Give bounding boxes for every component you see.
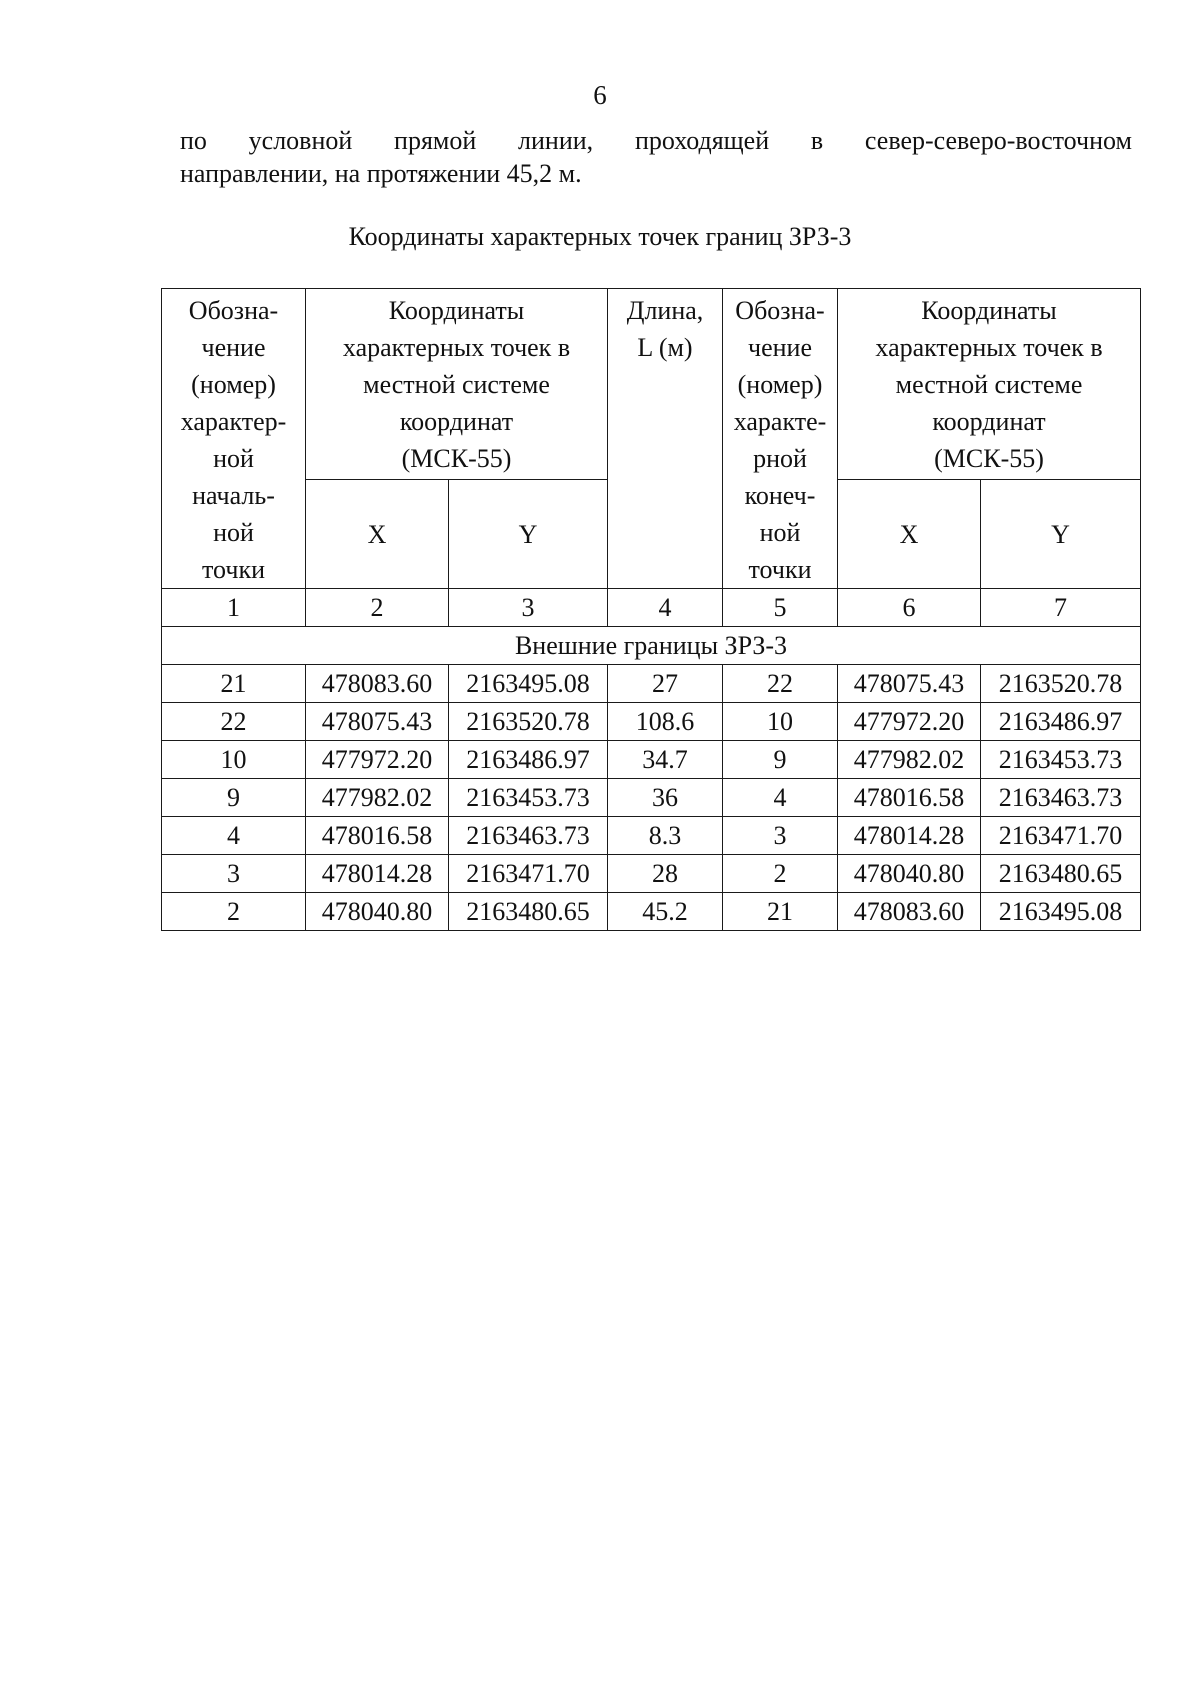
table-row: [162, 855, 1141, 893]
table-cell: 2: [162, 893, 306, 931]
header-line: (номер): [191, 370, 276, 399]
table-cell: 478014.28: [838, 817, 981, 855]
table-cell: 2163463.73: [981, 779, 1141, 817]
table-cell: 2: [723, 855, 838, 893]
header-length: [608, 289, 723, 589]
page-number: 6: [593, 80, 607, 110]
header-line: местной системе: [895, 370, 1083, 399]
table-row: [162, 741, 1141, 779]
table-cell: 22: [723, 665, 838, 703]
intro-word: проходящей: [634, 126, 770, 155]
table-cell: 3: [162, 855, 306, 893]
header-line: Координаты: [388, 296, 525, 325]
header-line: координат: [399, 407, 514, 436]
column-number: 7: [981, 589, 1141, 627]
table-cell: 478075.43: [306, 703, 449, 741]
table-cell: 2163471.70: [449, 855, 608, 893]
table-cell: 10: [162, 741, 306, 779]
table-cell: 2163495.08: [981, 893, 1141, 931]
column-number: 6: [838, 589, 981, 627]
header-line: (МСК-55): [934, 444, 1044, 473]
header-end-point: [723, 289, 838, 589]
table-cell: 2163480.65: [981, 855, 1141, 893]
header-end-x: X: [838, 480, 981, 589]
header-line: точки: [202, 555, 265, 584]
table-cell: 36: [608, 779, 723, 817]
column-number: 5: [723, 589, 838, 627]
table-cell: 27: [608, 665, 723, 703]
header-line: ной: [759, 518, 801, 547]
header-line: характерных точек в: [875, 333, 1103, 362]
header-line: характер-: [180, 407, 287, 436]
table-cell: 2163463.73: [449, 817, 608, 855]
column-number: 2: [306, 589, 449, 627]
header-line: характе-: [733, 407, 827, 436]
table-cell: 478083.60: [838, 893, 981, 931]
table-cell: 9: [162, 779, 306, 817]
table-cell: 4: [723, 779, 838, 817]
table-cell: 2163520.78: [449, 703, 608, 741]
header-line: чение: [748, 333, 812, 362]
header-start-y: Y: [449, 480, 608, 589]
header-start-coordinates: [306, 289, 608, 480]
header-line: конеч-: [744, 481, 816, 510]
intro-word: по: [180, 126, 207, 155]
header-line: характерных точек в: [342, 333, 571, 362]
header-line: Длина,: [626, 296, 704, 325]
table-cell: 2163453.73: [449, 779, 608, 817]
table-cell: 34.7: [608, 741, 723, 779]
header-line: точки: [748, 555, 812, 584]
intro-word: условной: [248, 126, 353, 155]
header-line: (МСК-55): [401, 444, 512, 473]
table-cell: 8.3: [608, 817, 723, 855]
table-cell: 21: [162, 665, 306, 703]
table-cell: 10: [723, 703, 838, 741]
header-line: ной: [213, 444, 254, 473]
header-end-coordinates: [838, 289, 1141, 480]
table-cell: 477982.02: [306, 779, 449, 817]
intro-word: линии,: [518, 126, 594, 155]
column-number-row: [162, 589, 1141, 627]
header-line: ной: [213, 518, 254, 547]
header-line: Обозна-: [735, 296, 825, 325]
column-number: 1: [162, 589, 306, 627]
table-cell: 477972.20: [838, 703, 981, 741]
header-line: L (м): [637, 333, 693, 362]
intro-paragraph: [180, 124, 1132, 190]
table-cell: 2163471.70: [981, 817, 1141, 855]
header-line: началь-: [192, 481, 275, 510]
table-cell: 9: [723, 741, 838, 779]
table-cell: 478016.58: [306, 817, 449, 855]
table-cell: 478040.80: [306, 893, 449, 931]
header-start-x: X: [306, 480, 449, 589]
table-body: [162, 589, 1141, 931]
table-cell: 478040.80: [838, 855, 981, 893]
section-row: [162, 627, 1141, 665]
header-line: Обозна-: [188, 296, 279, 325]
table-cell: 478016.58: [838, 779, 981, 817]
header-line: рной: [753, 444, 807, 473]
header-line: местной системе: [363, 370, 550, 399]
table-cell: 2163453.73: [981, 741, 1141, 779]
table-cell: 3: [723, 817, 838, 855]
table-cell: 108.6: [608, 703, 723, 741]
intro-line-2: направлении, на протяжении 45,2 м.: [180, 159, 582, 188]
intro-line-1: [180, 124, 1132, 157]
table-row: [162, 893, 1141, 931]
table-cell: 22: [162, 703, 306, 741]
column-number: 3: [449, 589, 608, 627]
table-cell: 2163486.97: [981, 703, 1141, 741]
table-row: [162, 779, 1141, 817]
header-line: Координаты: [921, 296, 1057, 325]
table-cell: 2163486.97: [449, 741, 608, 779]
table-cell: 45.2: [608, 893, 723, 931]
intro-word: прямой: [394, 126, 477, 155]
header-end-y: Y: [981, 480, 1141, 589]
table-cell: 2163520.78: [981, 665, 1141, 703]
header-start-point: [162, 289, 306, 589]
section-title: Внешние границы ЗРЗ-3: [162, 627, 1141, 665]
table-cell: 21: [723, 893, 838, 931]
header-line: (номер): [737, 370, 823, 399]
table-cell: 478014.28: [306, 855, 449, 893]
table-cell: 2163480.65: [449, 893, 608, 931]
table-cell: 2163495.08: [449, 665, 608, 703]
table-cell: 4: [162, 817, 306, 855]
table-title: Координаты характерных точек границ ЗРЗ-3: [348, 222, 852, 251]
column-number: 4: [608, 589, 723, 627]
table-cell: 477982.02: [838, 741, 981, 779]
table-row: [162, 817, 1141, 855]
table-row: [162, 665, 1141, 703]
intro-word: в: [810, 126, 824, 155]
table-cell: 478075.43: [838, 665, 981, 703]
table-row: [162, 703, 1141, 741]
intro-word: север-северо-восточном: [864, 126, 1132, 155]
table-cell: 28: [608, 855, 723, 893]
table-cell: 478083.60: [306, 665, 449, 703]
header-line: координат: [932, 407, 1046, 436]
header-line: чение: [201, 333, 266, 362]
coordinates-table: [161, 288, 1141, 931]
table-cell: 477972.20: [306, 741, 449, 779]
